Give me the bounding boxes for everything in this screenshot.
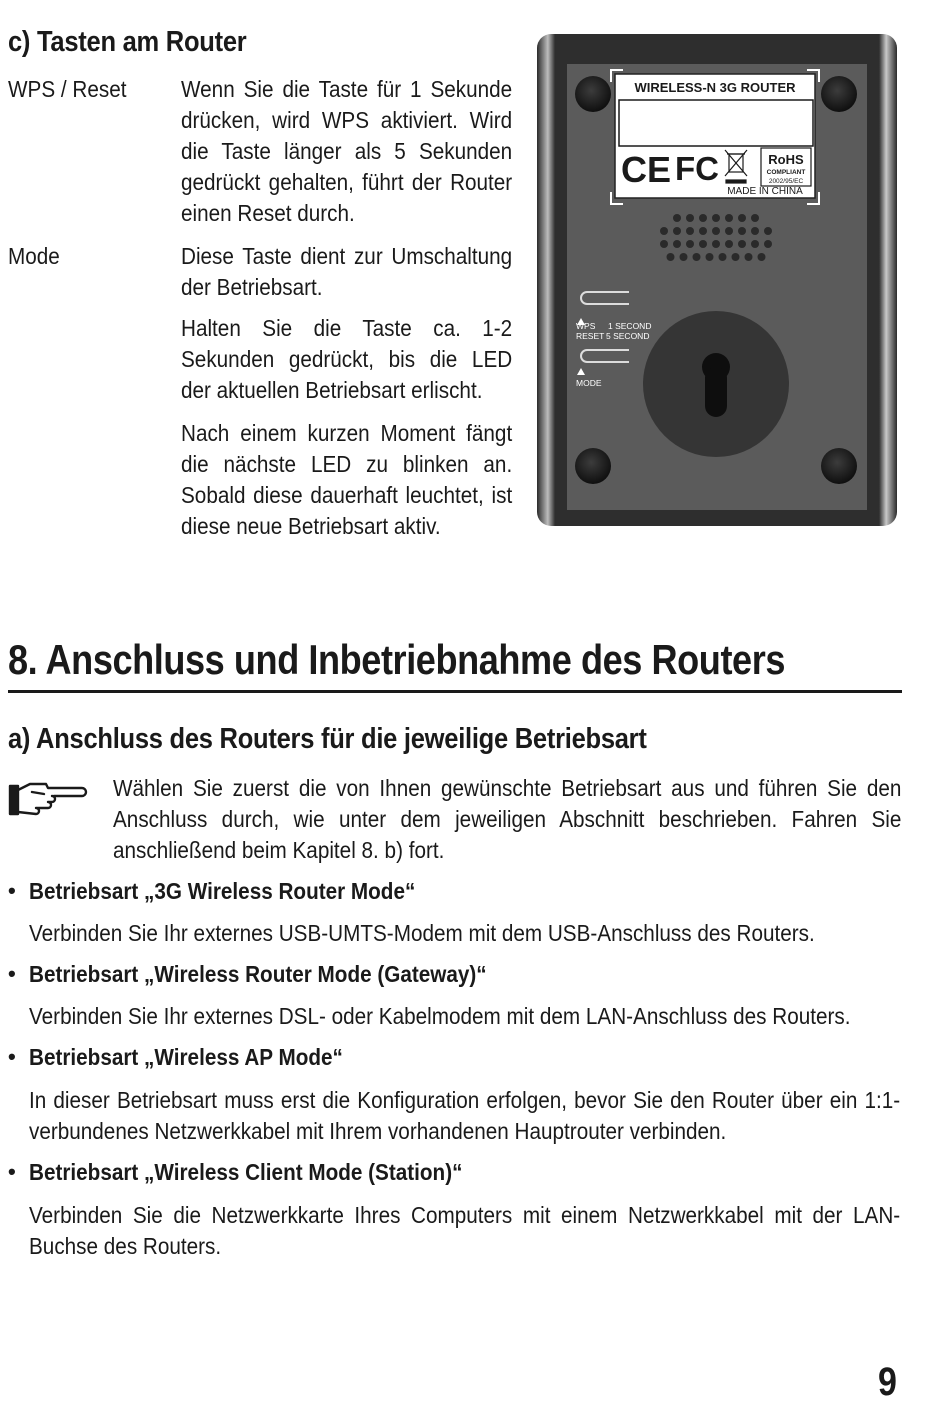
foot-top-left bbox=[575, 76, 611, 112]
rohs-compliant-text: COMPLIANT bbox=[766, 169, 806, 176]
grille-hole bbox=[667, 253, 675, 261]
grille-hole bbox=[725, 214, 733, 222]
grille-hole bbox=[673, 240, 681, 248]
grille-hole bbox=[738, 227, 746, 235]
wps-label: WPS bbox=[576, 321, 596, 331]
rohs-text: RoHS bbox=[768, 152, 804, 167]
grille-hole bbox=[764, 227, 772, 235]
five-second-label: 5 SECOND bbox=[606, 331, 650, 341]
bullet-text-2: Verbinden Sie Ihr externes DSL- oder Kabelmodem mit dem LAN-Anschluss des Routers. bbox=[29, 1003, 851, 1029]
foot-bottom-left bbox=[575, 448, 611, 484]
grille-hole bbox=[686, 227, 694, 235]
bullet-heading-1: Betriebsart „3G Wireless Router Mode“ bbox=[29, 878, 416, 904]
router-label bbox=[611, 70, 819, 204]
grille-hole bbox=[699, 240, 707, 248]
grille-hole bbox=[693, 253, 701, 261]
keyhole-slot bbox=[702, 353, 730, 417]
grille-hole bbox=[686, 214, 694, 222]
bullet-symbol-4: • bbox=[8, 1159, 16, 1184]
mode-label: MODE bbox=[576, 378, 602, 388]
grille-hole bbox=[745, 253, 753, 261]
grille-hole bbox=[732, 253, 740, 261]
bullet-heading-3: Betriebsart „Wireless AP Mode“ bbox=[29, 1044, 343, 1070]
router-label-title: WIRELESS-N 3G ROUTER bbox=[634, 80, 796, 95]
grille-hole bbox=[706, 253, 714, 261]
grille-hole bbox=[725, 240, 733, 248]
section-c-title: c) Tasten am Router bbox=[8, 26, 247, 58]
grille-hole bbox=[712, 214, 720, 222]
bullet-text-4: Verbinden Sie die Netzwerkkarte Ihres Computers mit einem Netzwerkkabel mit der LAN-Buchse des Routers. bbox=[29, 1202, 901, 1259]
row-label-wps-reset: WPS / Reset bbox=[8, 76, 127, 102]
grille-hole bbox=[712, 240, 720, 248]
bullet-text-3: In dieser Betriebsart muss erst die Konfiguration erfolgen, bevor Sie den Router über ein 1:1-verbundenes Netzwerkkabel mit Ihrem vorhandenen Hauptrouter verbinden. bbox=[29, 1087, 901, 1144]
made-in-text: MADE IN CHINA bbox=[727, 186, 803, 197]
grille-hole bbox=[719, 253, 727, 261]
one-second-label: 1 SECOND bbox=[608, 321, 652, 331]
note-text: Wählen Sie zuerst die von Ihnen gewünschte Betriebsart aus und führen Sie den Anschluss durch, wie unter dem jeweiligen Abschnitt beschrieben. Fahren Sie anschließend beim Kapitel 8. b) fort. bbox=[113, 775, 902, 863]
ce-mark: CE bbox=[621, 149, 672, 190]
chapter-rule bbox=[8, 690, 902, 693]
grille-hole bbox=[751, 240, 759, 248]
bullet-heading-4: Betriebsart „Wireless Client Mode (Station)“ bbox=[29, 1159, 463, 1185]
grille-hole bbox=[699, 227, 707, 235]
row-label-mode: Mode bbox=[8, 243, 60, 269]
grille-hole bbox=[712, 227, 720, 235]
grille-hole bbox=[673, 214, 681, 222]
mode-description-3: Nach einem kurzen Moment fängt die nächste LED zu blinken an. Sobald diese dauerhaft leuchtet, ist diese neue Betriebsart aktiv. bbox=[181, 420, 513, 539]
mode-description-1: Diese Taste dient zur Umschaltung der Betriebsart. bbox=[181, 243, 513, 300]
grille-hole bbox=[758, 253, 766, 261]
mode-description-2: Halten Sie die Taste ca. 1-2 Sekunden gedrückt, bis die LED der aktuellen Betriebsart erlischt. bbox=[181, 315, 513, 403]
grille-hole bbox=[686, 240, 694, 248]
bullet-symbol-3: • bbox=[8, 1044, 16, 1069]
grille-hole bbox=[660, 240, 668, 248]
wps-reset-description: Wenn Sie die Taste für 1 Sekunde drücken, wird WPS aktiviert. Wird die Taste länger als 5 Sekunden gedrückt gehalten, führt der Router einen Reset durch. bbox=[181, 76, 513, 226]
bullet-symbol-1: • bbox=[8, 878, 16, 903]
grille-hole bbox=[751, 214, 759, 222]
reset-label: RESET bbox=[576, 331, 605, 341]
fcc-mark: FC bbox=[675, 150, 719, 187]
pointing-hand-icon bbox=[8, 778, 88, 820]
router-back-illustration bbox=[537, 34, 897, 526]
section-a-title: a) Anschluss des Routers für die jeweilige Betriebsart bbox=[8, 723, 647, 755]
grille-hole bbox=[725, 227, 733, 235]
bullet-symbol-2: • bbox=[8, 961, 16, 986]
grille-hole bbox=[751, 227, 759, 235]
grille-hole bbox=[738, 214, 746, 222]
foot-bottom-right bbox=[821, 448, 857, 484]
rohs-directive-text: 2002/95/EC bbox=[768, 178, 804, 185]
foot-top-right bbox=[821, 76, 857, 112]
grille-hole bbox=[680, 253, 688, 261]
grille-hole bbox=[764, 240, 772, 248]
grille-hole bbox=[673, 227, 681, 235]
grille-hole bbox=[660, 227, 668, 235]
page-number: 9 bbox=[878, 1360, 897, 1404]
bullet-heading-2: Betriebsart „Wireless Router Mode (Gateway)“ bbox=[29, 961, 487, 987]
grille-hole bbox=[699, 214, 707, 222]
chapter-title: 8. Anschluss und Inbetriebnahme des Routers bbox=[8, 636, 785, 683]
bullet-text-1: Verbinden Sie Ihr externes USB-UMTS-Modem mit dem USB-Anschluss des Routers. bbox=[29, 920, 815, 946]
grille-hole bbox=[738, 240, 746, 248]
